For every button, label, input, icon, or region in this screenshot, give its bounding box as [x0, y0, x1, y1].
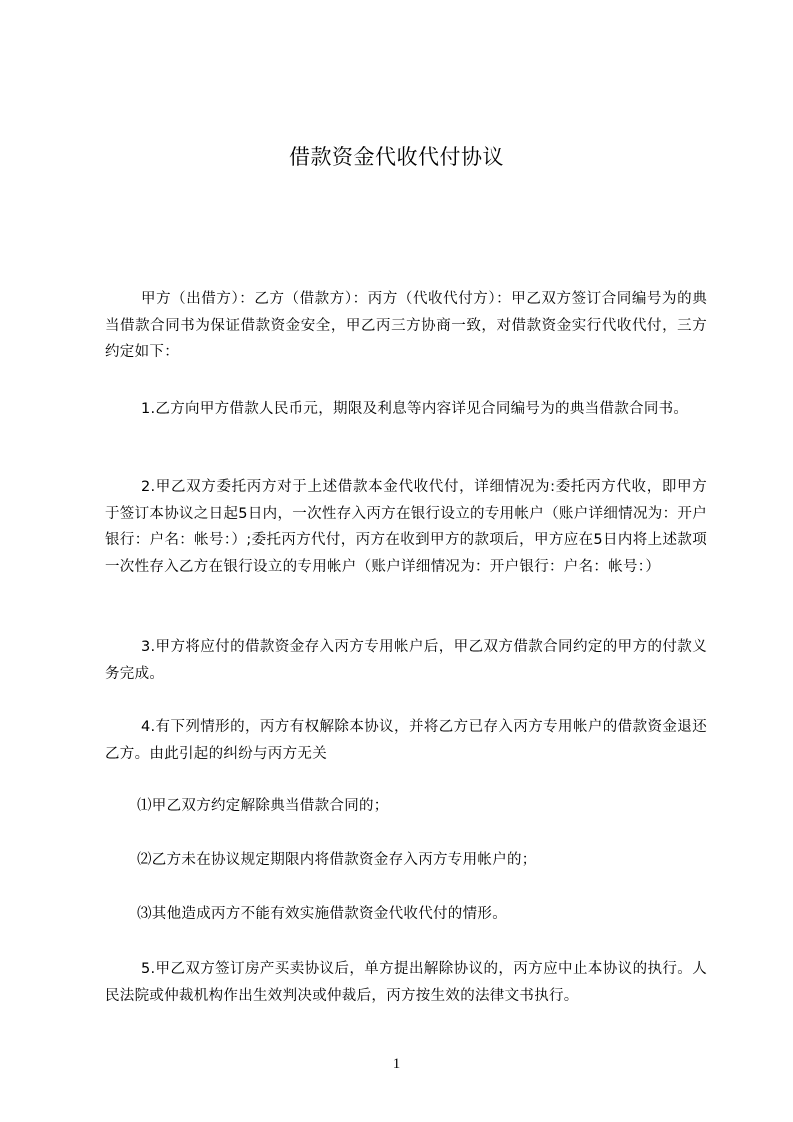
clause-2: 2.甲乙双方委托丙方对于上述借款本金代收代付，详细情况为:委托丙方代收，即甲方于签订本协议之日起5日内，一次性存入丙方在银行设立的专用帐户（账户详细情况为：开户银行：户名：帐号：）;委托丙方代付，丙方在收到甲方的款项后，甲方应在5日内将上述款项一次性存入乙方在银行设立的专用帐户（账户详细情况为：开户银行：户名：帐号：） — [105, 479, 707, 575]
clause-3: 3.甲方将应付的借款资金存入丙方专用帐户后，甲乙双方借款合同约定的甲方的付款义务完成。 — [105, 639, 707, 682]
clause-1: 1.乙方向甲方借款人民币元，期限及利息等内容详见合同编号为的典当借款合同书。 — [141, 401, 689, 417]
clause-5: 5.甲乙双方签订房产买卖协议后，单方提出解除协议的，丙方应中止本协议的执行。人民法院或仲裁机构作出生效判决或仲裁后，丙方按生效的法律文书执行。 — [105, 961, 707, 1004]
intro-paragraph: 甲方（出借方）：乙方（借款方）：丙方（代收代付方）：甲乙双方签订合同编号为的典当借款合同书为保证借款资金安全，甲乙丙三方协商一致，对借款资金实行代收代付，三方约定如下： — [105, 291, 707, 360]
document-title: 借款资金代收代付协议 — [289, 145, 504, 169]
clause-4-item: ⑵乙方未在协议规定期限内将借款资金存入丙方专用帐户的； — [137, 852, 537, 868]
clause-4: 4.有下列情形的，丙方有权解除本协议，并将乙方已存入丙方专用帐户的借款资金退还乙方。由此引起的纠纷与丙方无关 — [105, 719, 707, 762]
clause-4-item: ⑴甲乙双方约定解除典当借款合同的； — [137, 798, 389, 814]
page-number: 1 — [392, 1056, 401, 1072]
clause-4-item: ⑶其他造成丙方不能有效实施借款资金代收代付的情形。 — [137, 906, 507, 922]
